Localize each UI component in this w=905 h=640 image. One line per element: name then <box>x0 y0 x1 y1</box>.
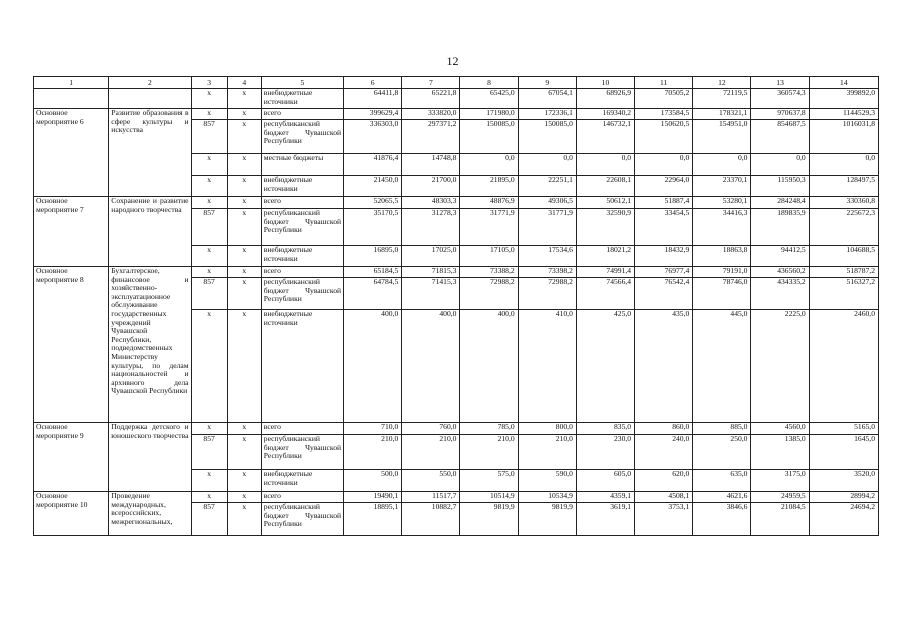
value-cell: 0,0 <box>576 154 634 176</box>
value-cell: 146732,1 <box>576 120 634 154</box>
value-cell: 9819,9 <box>518 503 576 536</box>
value-cell: 171980,0 <box>460 109 518 120</box>
value-cell: 250,0 <box>693 435 751 470</box>
column-header: 7 <box>402 77 460 89</box>
code-cell: x <box>227 310 261 423</box>
source-cell: внебюджетные источники <box>261 246 343 267</box>
value-cell: 48303,3 <box>402 197 460 209</box>
code-cell: x <box>227 154 261 176</box>
source-cell: республиканский бюджет Чувашской Республики <box>261 435 343 470</box>
value-cell: 33454,5 <box>635 209 693 246</box>
source-cell: республиканский бюджет Чувашской Республики <box>261 503 343 536</box>
value-cell: 22608,1 <box>576 176 634 197</box>
value-cell: 4359,1 <box>576 492 634 503</box>
table-row <box>34 197 879 209</box>
value-cell: 104688,5 <box>809 246 878 267</box>
code-cell: x <box>227 209 261 246</box>
code-cell: x <box>227 197 261 209</box>
value-cell: 49306,5 <box>518 197 576 209</box>
value-cell: 0,0 <box>518 154 576 176</box>
value-cell: 150085,0 <box>460 120 518 154</box>
table-row <box>34 423 879 435</box>
column-header: 3 <box>191 77 227 89</box>
value-cell: 23370,1 <box>693 176 751 197</box>
value-cell: 48876,9 <box>460 197 518 209</box>
source-cell: республиканский бюджет Чувашской Республики <box>261 278 343 310</box>
measure-label: Основное мероприятие 10 <box>34 492 109 536</box>
code-cell: x <box>191 470 227 492</box>
value-cell: 410,0 <box>518 310 576 423</box>
value-cell: 400,0 <box>402 310 460 423</box>
value-cell: 19490,1 <box>344 492 402 503</box>
value-cell: 189835,9 <box>751 209 809 246</box>
source-cell: всего <box>261 492 343 503</box>
value-cell: 575,0 <box>460 470 518 492</box>
code-cell: x <box>227 470 261 492</box>
value-cell: 22251,1 <box>518 176 576 197</box>
source-cell: республиканский бюджет Чувашской Республики <box>261 209 343 246</box>
value-cell: 284248,4 <box>751 197 809 209</box>
value-cell: 76977,4 <box>635 267 693 278</box>
value-cell: 65184,5 <box>344 267 402 278</box>
column-header: 14 <box>809 77 878 89</box>
value-cell: 72119,5 <box>693 89 751 109</box>
value-cell: 785,0 <box>460 423 518 435</box>
value-cell: 18021,2 <box>576 246 634 267</box>
value-cell: 635,0 <box>693 470 751 492</box>
value-cell: 74566,4 <box>576 278 634 310</box>
value-cell: 172336,1 <box>518 109 576 120</box>
table-row <box>34 89 879 109</box>
code-cell: x <box>191 176 227 197</box>
value-cell: 22964,0 <box>635 176 693 197</box>
value-cell: 65221,8 <box>402 89 460 109</box>
code-cell: x <box>191 267 227 278</box>
value-cell: 18432,9 <box>635 246 693 267</box>
value-cell: 76542,4 <box>635 278 693 310</box>
value-cell: 21084,5 <box>751 503 809 536</box>
value-cell: 3175,0 <box>751 470 809 492</box>
value-cell: 854687,5 <box>751 120 809 154</box>
value-cell: 333820,0 <box>402 109 460 120</box>
column-header: 13 <box>751 77 809 89</box>
value-cell: 0,0 <box>809 154 878 176</box>
value-cell: 297371,2 <box>402 120 460 154</box>
value-cell: 52065,5 <box>344 197 402 209</box>
value-cell: 50612,1 <box>576 197 634 209</box>
code-cell: x <box>191 89 227 109</box>
value-cell: 1144529,3 <box>809 109 878 120</box>
code-cell: x <box>227 423 261 435</box>
value-cell: 115950,3 <box>751 176 809 197</box>
value-cell: 32590,9 <box>576 209 634 246</box>
column-header: 11 <box>635 77 693 89</box>
value-cell: 0,0 <box>751 154 809 176</box>
value-cell: 434335,2 <box>751 278 809 310</box>
value-cell: 64411,8 <box>344 89 402 109</box>
value-cell: 17025,0 <box>402 246 460 267</box>
value-cell: 970637,8 <box>751 109 809 120</box>
code-cell: x <box>227 89 261 109</box>
value-cell: 760,0 <box>402 423 460 435</box>
column-header: 2 <box>109 77 191 89</box>
value-cell: 210,0 <box>402 435 460 470</box>
value-cell: 425,0 <box>576 310 634 423</box>
code-cell: x <box>191 246 227 267</box>
value-cell: 399892,0 <box>809 89 878 109</box>
value-cell: 2225,0 <box>751 310 809 423</box>
value-cell: 64784,5 <box>344 278 402 310</box>
value-cell: 150085,0 <box>518 120 576 154</box>
value-cell: 0,0 <box>460 154 518 176</box>
value-cell: 4560,0 <box>751 423 809 435</box>
source-cell: местные бюджеты <box>261 154 343 176</box>
measure-label: Основное мероприятие 6 <box>34 109 109 197</box>
budget-table <box>33 76 879 536</box>
value-cell: 34416,3 <box>693 209 751 246</box>
code-cell: x <box>227 109 261 120</box>
value-cell: 73388,2 <box>460 267 518 278</box>
source-cell: всего <box>261 267 343 278</box>
value-cell: 4508,1 <box>635 492 693 503</box>
value-cell: 710,0 <box>344 423 402 435</box>
value-cell: 31278,3 <box>402 209 460 246</box>
source-cell: республиканский бюджет Чувашской Республики <box>261 120 343 154</box>
value-cell: 71815,3 <box>402 267 460 278</box>
code-cell: 857 <box>191 503 227 536</box>
value-cell: 72988,2 <box>460 278 518 310</box>
value-cell: 10534,9 <box>518 492 576 503</box>
value-cell: 620,0 <box>635 470 693 492</box>
code-cell: x <box>227 246 261 267</box>
value-cell: 17105,0 <box>460 246 518 267</box>
value-cell: 3753,1 <box>635 503 693 536</box>
code-cell: x <box>227 120 261 154</box>
value-cell: 516327,2 <box>809 278 878 310</box>
value-cell: 330360,8 <box>809 197 878 209</box>
value-cell: 9819,9 <box>460 503 518 536</box>
measure-label: Основное мероприятие 7 <box>34 197 109 267</box>
value-cell: 360574,3 <box>751 89 809 109</box>
column-header: 12 <box>693 77 751 89</box>
empty-cell <box>34 89 109 109</box>
measure-description: Развитие образования в сфере культуры и искусства <box>109 109 191 197</box>
code-cell: x <box>227 503 261 536</box>
code-cell: 857 <box>191 209 227 246</box>
value-cell: 800,0 <box>518 423 576 435</box>
value-cell: 225672,3 <box>809 209 878 246</box>
source-cell: внебюджетные источники <box>261 310 343 423</box>
value-cell: 18863,8 <box>693 246 751 267</box>
value-cell: 10882,7 <box>402 503 460 536</box>
value-cell: 67054,1 <box>518 89 576 109</box>
value-cell: 28994,2 <box>809 492 878 503</box>
source-cell: всего <box>261 109 343 120</box>
value-cell: 3846,6 <box>693 503 751 536</box>
value-cell: 435,0 <box>635 310 693 423</box>
value-cell: 835,0 <box>576 423 634 435</box>
value-cell: 18895,1 <box>344 503 402 536</box>
column-number-row <box>34 77 879 89</box>
value-cell: 51887,4 <box>635 197 693 209</box>
value-cell: 1016031,8 <box>809 120 878 154</box>
page-number: 12 <box>446 54 459 68</box>
value-cell: 518787,2 <box>809 267 878 278</box>
measure-description: Сохранение и развитие народного творчества <box>109 197 191 267</box>
value-cell: 885,0 <box>693 423 751 435</box>
value-cell: 21450,0 <box>344 176 402 197</box>
value-cell: 210,0 <box>518 435 576 470</box>
value-cell: 1645,0 <box>809 435 878 470</box>
value-cell: 70505,2 <box>635 89 693 109</box>
value-cell: 11517,7 <box>402 492 460 503</box>
value-cell: 500,0 <box>344 470 402 492</box>
value-cell: 65425,0 <box>460 89 518 109</box>
code-cell: x <box>227 176 261 197</box>
value-cell: 71415,3 <box>402 278 460 310</box>
code-cell: x <box>191 109 227 120</box>
code-cell: x <box>191 154 227 176</box>
measure-label: Основное мероприятие 9 <box>34 423 109 492</box>
measure-description: Проведение международных, всероссийских, межрегиональных, <box>109 492 191 536</box>
value-cell: 169340,2 <box>576 109 634 120</box>
value-cell: 550,0 <box>402 470 460 492</box>
value-cell: 240,0 <box>635 435 693 470</box>
table-row <box>34 109 879 120</box>
column-header: 5 <box>261 77 343 89</box>
value-cell: 24694,2 <box>809 503 878 536</box>
measure-description: Бухгалтерское, финансовое и хозяйственно-эксплуатационное обслуживание государственных учреждений Чувашской Республики, подведомственных Министерству культуры, по делам национальностей и архивного дела Чувашской Республики <box>109 267 191 423</box>
code-cell: x <box>227 492 261 503</box>
value-cell: 53280,1 <box>693 197 751 209</box>
value-cell: 4621,6 <box>693 492 751 503</box>
value-cell: 31771,9 <box>518 209 576 246</box>
value-cell: 590,0 <box>518 470 576 492</box>
value-cell: 79191,0 <box>693 267 751 278</box>
value-cell: 31771,9 <box>460 209 518 246</box>
value-cell: 0,0 <box>635 154 693 176</box>
value-cell: 605,0 <box>576 470 634 492</box>
value-cell: 2460,0 <box>809 310 878 423</box>
code-cell: 857 <box>191 120 227 154</box>
value-cell: 72988,2 <box>518 278 576 310</box>
code-cell: 857 <box>191 278 227 310</box>
table-row <box>34 492 879 503</box>
value-cell: 128497,5 <box>809 176 878 197</box>
value-cell: 336303,0 <box>344 120 402 154</box>
column-header: 4 <box>227 77 261 89</box>
column-header: 9 <box>518 77 576 89</box>
value-cell: 0,0 <box>693 154 751 176</box>
source-cell: всего <box>261 423 343 435</box>
measure-label: Основное мероприятие 8 <box>34 267 109 423</box>
column-header: 10 <box>576 77 634 89</box>
value-cell: 230,0 <box>576 435 634 470</box>
value-cell: 154951,0 <box>693 120 751 154</box>
value-cell: 35170,5 <box>344 209 402 246</box>
value-cell: 24959,5 <box>751 492 809 503</box>
value-cell: 445,0 <box>693 310 751 423</box>
code-cell: x <box>191 197 227 209</box>
value-cell: 400,0 <box>344 310 402 423</box>
value-cell: 41876,4 <box>344 154 402 176</box>
source-cell: всего <box>261 197 343 209</box>
value-cell: 150620,5 <box>635 120 693 154</box>
value-cell: 74991,4 <box>576 267 634 278</box>
code-cell: x <box>191 423 227 435</box>
value-cell: 21895,0 <box>460 176 518 197</box>
value-cell: 3619,1 <box>576 503 634 536</box>
column-header: 6 <box>344 77 402 89</box>
value-cell: 1385,0 <box>751 435 809 470</box>
code-cell: 857 <box>191 435 227 470</box>
measure-description: Поддержка детского и юношеского творчества <box>109 423 191 492</box>
value-cell: 860,0 <box>635 423 693 435</box>
table-row <box>34 267 879 278</box>
value-cell: 14748,8 <box>402 154 460 176</box>
column-header: 1 <box>34 77 109 89</box>
value-cell: 173584,5 <box>635 109 693 120</box>
code-cell: x <box>227 435 261 470</box>
value-cell: 3520,0 <box>809 470 878 492</box>
value-cell: 210,0 <box>344 435 402 470</box>
empty-cell <box>109 89 191 109</box>
value-cell: 210,0 <box>460 435 518 470</box>
source-cell: внебюджетные источники <box>261 176 343 197</box>
value-cell: 399629,4 <box>344 109 402 120</box>
source-cell: внебюджетные источники <box>261 470 343 492</box>
value-cell: 10514,9 <box>460 492 518 503</box>
value-cell: 21700,0 <box>402 176 460 197</box>
value-cell: 5165,0 <box>809 423 878 435</box>
value-cell: 73398,2 <box>518 267 576 278</box>
value-cell: 16895,0 <box>344 246 402 267</box>
value-cell: 17534,6 <box>518 246 576 267</box>
value-cell: 78746,0 <box>693 278 751 310</box>
value-cell: 178321,1 <box>693 109 751 120</box>
value-cell: 94412,5 <box>751 246 809 267</box>
value-cell: 68926,9 <box>576 89 634 109</box>
code-cell: x <box>227 278 261 310</box>
code-cell: x <box>227 267 261 278</box>
value-cell: 400,0 <box>460 310 518 423</box>
code-cell: x <box>191 310 227 423</box>
column-header: 8 <box>460 77 518 89</box>
code-cell: x <box>191 492 227 503</box>
source-cell: внебюджетные источники <box>261 89 343 109</box>
value-cell: 436560,2 <box>751 267 809 278</box>
